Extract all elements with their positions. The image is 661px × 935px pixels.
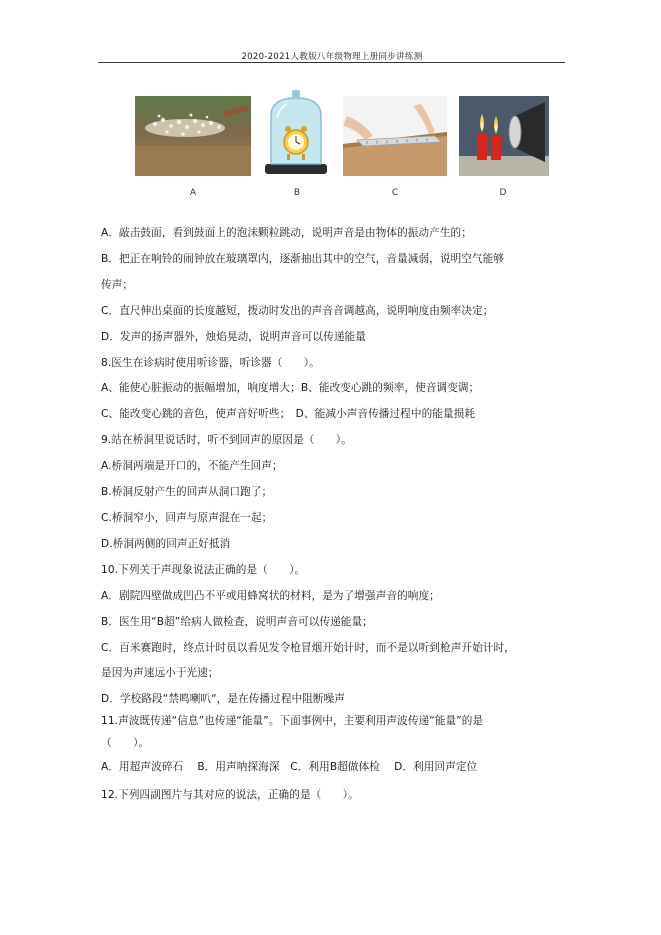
page-header: 2020-2021人教版八年级物理上册同步讲练测 <box>241 52 423 62</box>
text-line: C．百米赛跑时，终点计时员以看见发令枪冒烟开始计时，而不是以听到枪声开始计时， <box>101 642 515 654</box>
text-line: （ ）。 <box>101 737 150 749</box>
figure-b-bell-jar-image <box>261 88 331 178</box>
text-line: A.桥洞两端是开口的，不能产生回声； <box>101 460 283 472</box>
text-line: A．用超声波碎石 B．用声呐探海深 C．利用B超做体检 D．利用回声定位 <box>101 761 478 773</box>
text-line: A、能使心脏振动的振幅增加，响度增大；B、能改变心跳的频率，使音调变调； <box>101 382 480 394</box>
text-line: A．剧院四壁做成凹凸不平或用蜂窝状的材料，是为了增强声音的响度； <box>101 590 440 602</box>
figure-a-drum-image <box>135 96 251 176</box>
text-line: B．把正在响铃的闹钟放在玻璃罩内，逐渐抽出其中的空气，音量减弱，说明空气能够 <box>101 253 505 265</box>
figure-c-label: C <box>391 188 399 198</box>
figure-d-speaker-candle-image <box>459 96 549 176</box>
figure-d-label: D <box>499 188 507 198</box>
text-line: 传声； <box>101 279 134 291</box>
figure-c-ruler-image <box>343 96 447 176</box>
question-11: 11.声波既传递“信息”也传递“能量”。下面事例中，主要利用声波传递“能量”的是 <box>101 715 484 727</box>
text-line: D．学校路段“禁鸣喇叭“，是在传播过程中阻断噪声 <box>101 693 346 705</box>
text-line: D．发声的扬声器外，烛焰晃动，说明声音可以传递能量 <box>101 331 366 343</box>
figure-a-label: A <box>189 188 197 198</box>
question-10: 10.下列关于声现象说法正确的是（ ）。 <box>101 564 306 576</box>
question-9: 9.站在桥洞里说话时，听不到回声的原因是（ ）。 <box>101 434 352 446</box>
figure-row <box>135 96 555 206</box>
text-line: C．直尺伸出桌面的长度越短，拨动时发出的声音音调越高，说明响度由频率决定； <box>101 305 494 317</box>
text-line: A．敲击鼓面，看到鼓面上的泡沫颗粒跳动，说明声音是由物体的振动产生的； <box>101 227 472 239</box>
text-line: B．医生用“B超”给病人做检查，说明声音可以传递能量； <box>101 616 373 628</box>
text-line: B.桥洞反射产生的回声从洞口跑了； <box>101 486 273 498</box>
question-8: 8.医生在诊病时使用听诊器，听诊器（ ）。 <box>101 357 320 369</box>
text-line: 是因为声速远小于光速； <box>101 667 219 679</box>
text-line: D.桥洞两侧的回声正好抵消 <box>101 538 231 550</box>
figure-b-label: B <box>293 188 301 198</box>
text-line: C、能改变心跳的音色，使声音好听些； D、能减小声音传播过程中的能量损耗 <box>101 408 476 420</box>
question-12: 12.下列四副图片与其对应的说法，正确的是（ ）。 <box>101 789 359 801</box>
text-line: C.桥洞窄小，回声与原声混在一起； <box>101 512 273 524</box>
header-divider <box>98 62 565 63</box>
